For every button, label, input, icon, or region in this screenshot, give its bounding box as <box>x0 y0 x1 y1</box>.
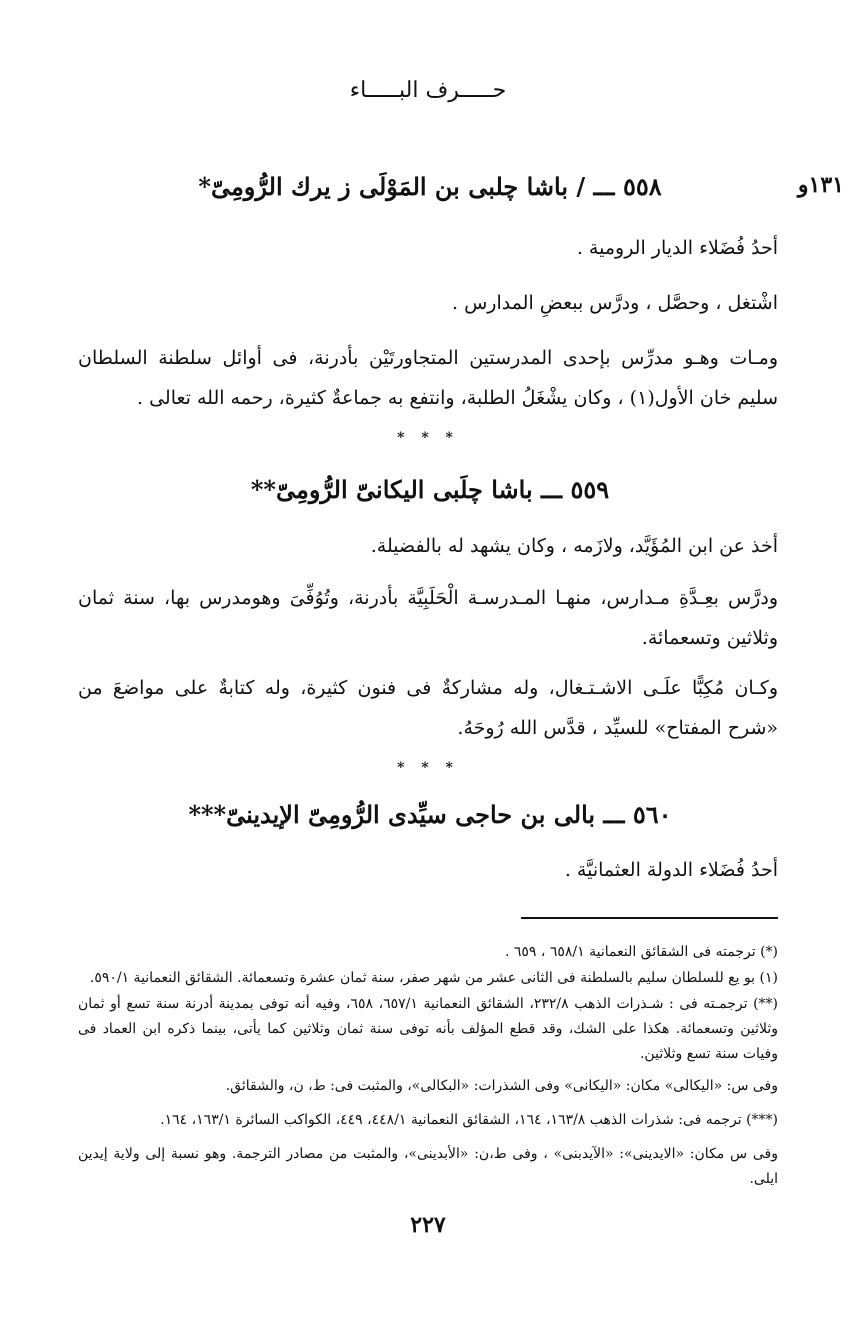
entry-title-559: ٥٥٩ ـــ باشا چلَبى اليكانىّ الرُّومِىّ** <box>250 475 610 504</box>
page-number: ٢٢٧ <box>410 1212 446 1238</box>
footnote-rule <box>521 917 778 919</box>
entry-560-paragraph-1: أحدُ فُضَلاء الدولة العثمانيَّة . <box>564 859 778 881</box>
entry-559-paragraph-2: ودرَّس بعِـدَّةِ مـدارس، منهـا المـدرسـة الْحَلَبِيَّة بأدرنة، وتُوُفِّىَ وهومدرس بها، سنة ثمان وثلاثين وتسعمائة. <box>78 587 778 649</box>
entry-title-558: ٥٥٨ ـــ / باشا چلبى بن المَوْلَى ز يرك الرُّومِىّ* <box>198 172 662 201</box>
section-separator: * * * <box>397 760 459 776</box>
entry-title-560: ٥٦٠ ـــ بالى بن حاجى سيِّدى الرُّومِىّ الإيدينىّ*** <box>188 800 672 829</box>
running-head: حـــــرف البـــــاء <box>349 78 507 103</box>
footnote: وفى س: «اليكالى» مكان: «اليكانى» وفى الشذرات: «البكالى»، والمثبت فى: ط، ن، والشقائق. <box>225 1078 778 1094</box>
footnote: (**) ترجمـته فى : شـذرات الذهب ٢٣٢/٨، الشقائق النعمانية ٦٥٧/١، ٦٥٨، وفيه أنه توفى بمدينة أدرنة سنة تسع أو ثمان وثلاثين وتسعمائة. هكذا على الشك، وقد قطع المؤلف بأنه توفى سنة ثمان وثلاثين كما يأتى، بينما ذكره ابن العماد فى وفيات سنة تسع وثلاثين. <box>78 996 779 1062</box>
entry-558-paragraph-1: أحدُ فُضَلاء الديار الرومية . <box>576 237 778 259</box>
entry-558-paragraph-3: ومـات وهـو مدرِّس بإحدى المدرستين المتجاورتَيْن بأدرنة، فى أوائل سلطنة السلطان سليم خان الأول(١) ، وكان يشْغَلُ الطلبة، وانتفع به جماعةٌ كثيرة، رحمه الله تعالى . <box>78 347 778 409</box>
section-separator: * * * <box>397 430 459 446</box>
footnote: وفى س مكان: «الايدينى»: «الآيدبنى» ، وفى ط،ن: «الأبدينى»، والمثبت من مصادر الترجمة. وهو نسبة إلى ولاية إيدين ايلى. <box>78 1146 778 1187</box>
footnote: (***) ترجمه فى: شذرات الذهب ١٦٣/٨، ١٦٤، الشقائق النعمانية ٤٤٨/١، ٤٤٩، الكواكب السائرة ١٦٣/١، ١٦٤. <box>160 1112 778 1128</box>
entry-559-paragraph-3: وكـان مُكِبًّا علَـى الاشـتـغال، وله مشاركةٌ فى فنون كثيرة، وله كتابةٌ على مواضعَ من «شرح المفتاح» للسيِّد ، قدَّس الله رُوحَهُ. <box>78 677 778 739</box>
manuscript-folio-note: ١٣١و <box>797 172 844 198</box>
entry-559-paragraph-1: أخذ عن ابن المُؤَيَّد، ولازَمه ، وكان يشهد له بالفضيلة. <box>370 535 778 557</box>
footnote: (١) بو يع للسلطان سليم بالسلطنة فى الثانى عشر من شهر صفر، سنة ثمان عشرة وتسعمائة. الشقائق النعمانية ٥٩٠/١. <box>89 970 778 986</box>
footnote: (*) ترجمته فى الشقائق النعمانية ٦٥٨/١ ، ٦٥٩ . <box>504 944 778 960</box>
entry-558-paragraph-2: اشْتغل ، وحصَّل ، ودرَّس ببعضِ المدارس . <box>452 292 778 314</box>
